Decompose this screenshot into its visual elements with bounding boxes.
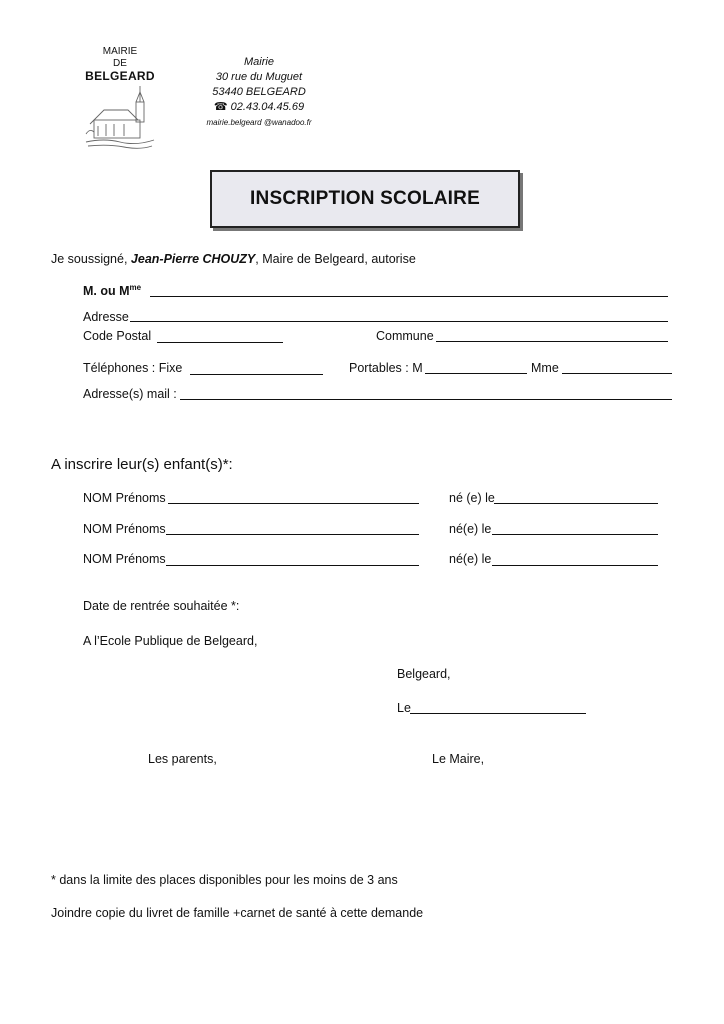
child3-born-field-line[interactable] xyxy=(492,565,658,566)
fixed-phone-field-line[interactable] xyxy=(190,374,323,375)
postal-code-label: Code Postal xyxy=(83,329,152,343)
child3-born-label: né(e) le xyxy=(449,552,492,566)
child1-born-label: né (e) le xyxy=(449,491,495,505)
child2-name-field-line[interactable] xyxy=(166,534,419,535)
page-title: INSCRIPTION SCOLAIRE xyxy=(250,188,480,209)
children-heading: A inscrire leur(s) enfant(s)*: xyxy=(51,456,233,473)
title-box xyxy=(210,170,520,228)
address-city: 53440 BELGEARD xyxy=(212,86,306,98)
phone-icon: ☎ xyxy=(213,101,228,113)
commune-field-line[interactable] xyxy=(436,341,668,342)
mairie-address xyxy=(194,55,324,130)
email-field-line[interactable] xyxy=(180,399,672,400)
mayor-name: Jean-Pierre CHOUZY xyxy=(130,252,256,266)
place-label: Belgeard, xyxy=(397,667,451,681)
intro-prefix: Je soussigné, xyxy=(51,252,131,266)
school-label: A l’Ecole Publique de Belgeard, xyxy=(83,634,258,648)
intro-suffix: , Maire de Belgeard, autorise xyxy=(255,252,416,266)
address-phone-row xyxy=(194,100,324,115)
logo-line2: DE xyxy=(113,58,127,69)
address-email: mairie.belgeard @wanadoo.fr xyxy=(206,118,312,127)
child2-name-label: NOM Prénoms xyxy=(83,522,166,536)
address-field-line[interactable] xyxy=(130,321,668,322)
child2-born-label: né(e) le xyxy=(449,522,492,536)
footnote-places: * dans la limite des places disponibles pour les moins de 3 ans xyxy=(51,873,398,887)
mobile-m-field-line[interactable] xyxy=(425,373,527,374)
email-label: Adresse(s) mail : xyxy=(83,387,177,401)
address-street: 30 rue du Muguet xyxy=(215,71,303,83)
child2-born-field-line[interactable] xyxy=(492,534,658,535)
intro-text xyxy=(51,252,416,266)
rentree-label: Date de rentrée souhaitée *: xyxy=(83,599,240,613)
child3-name-field-line[interactable] xyxy=(166,565,419,566)
logo-line3: BELGEARD xyxy=(85,69,155,83)
footnote-documents: Joindre copie du livret de famille +carnet de santé à cette demande xyxy=(51,906,424,920)
mairie-logo xyxy=(82,46,158,82)
mayor-signature-label: Le Maire, xyxy=(432,752,485,766)
child1-name-label: NOM Prénoms xyxy=(83,491,166,505)
mobiles-label: Portables : M xyxy=(349,361,423,375)
mme-label: Mme xyxy=(531,361,559,375)
date-field-line[interactable] xyxy=(410,713,586,714)
child1-name-field-line[interactable] xyxy=(168,503,419,504)
mobile-mme-field-line[interactable] xyxy=(562,373,672,374)
date-label: Le xyxy=(397,701,411,715)
postal-code-field-line[interactable] xyxy=(157,342,283,343)
address-phone: 02.43.04.45.69 xyxy=(230,101,305,113)
name-field-line[interactable] xyxy=(150,296,668,297)
church-sketch-icon xyxy=(84,84,156,152)
child3-name-label: NOM Prénoms xyxy=(83,552,166,566)
address-label: Adresse xyxy=(83,310,129,324)
parents-signature-label: Les parents, xyxy=(148,752,217,766)
name-label: M. ou $M^{me}$ xyxy=(83,283,142,299)
address-name: Mairie xyxy=(244,56,274,68)
commune-label: Commune xyxy=(376,329,434,343)
child1-born-field-line[interactable] xyxy=(494,503,658,504)
phones-label: Téléphones : Fixe xyxy=(83,361,183,375)
logo-line1: MAIRIE xyxy=(102,46,138,57)
